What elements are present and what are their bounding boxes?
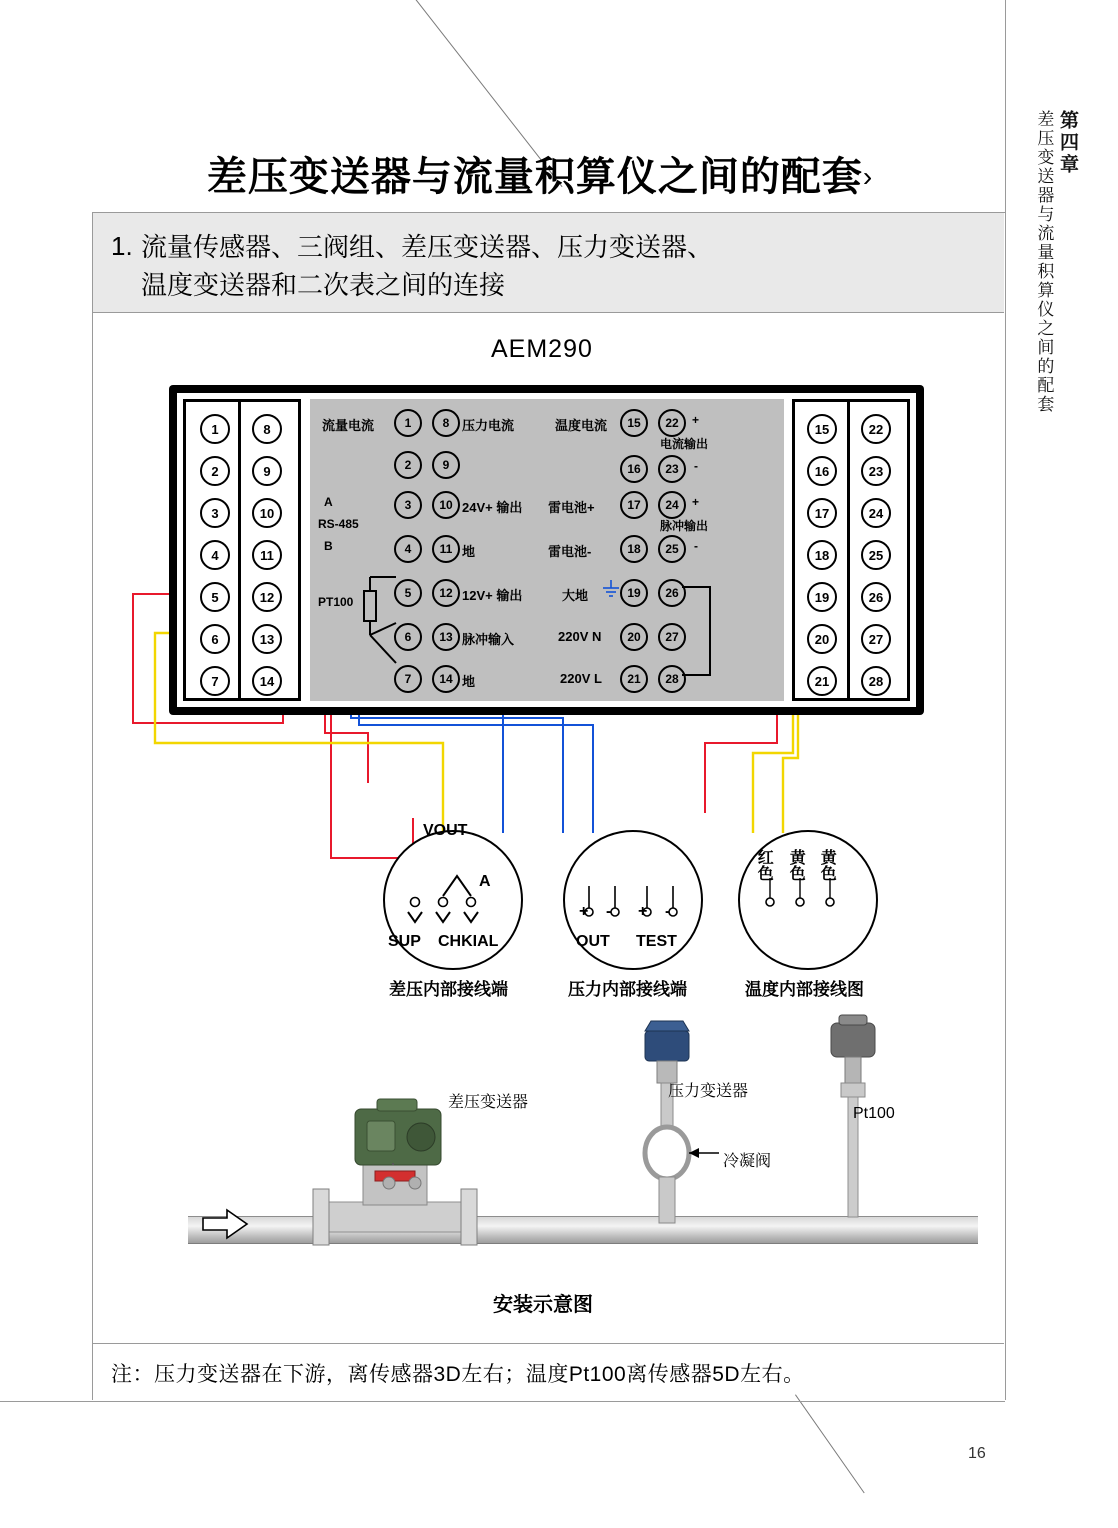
terminal-27[interactable]: 27 [861, 624, 891, 654]
left-terminal-block [183, 399, 301, 701]
legend-terminal-2: 2 [394, 451, 422, 479]
label-rs485: RS-485 [318, 517, 359, 531]
legend-terminal-15: 15 [620, 409, 648, 437]
decorative-diagonal-bottom [795, 1394, 865, 1493]
left-margin-bar [0, 212, 93, 1400]
legend-terminal-23: 23 [658, 455, 686, 483]
terminal-17[interactable]: 17 [807, 498, 837, 528]
note-text: 注：压力变送器在下游，离传感器3D左右；温度Pt100离传感器5D左右。 [111, 1362, 805, 1386]
pressure-out-label: OUT [576, 933, 610, 950]
terminal-16[interactable]: 16 [807, 456, 837, 486]
label-plus-2: + [692, 495, 700, 509]
legend-terminal-4: 4 [394, 535, 422, 563]
label-24v-out: 24V+ 输出 [462, 500, 523, 515]
label-current-output: 电流输出 [660, 437, 709, 451]
label-condensate-valve: 冷凝阀 [723, 1153, 772, 1170]
legend-terminal-14: 14 [432, 665, 460, 693]
terminal-panel-inner [177, 393, 916, 707]
page-title-text: 差压变送器与流量积算仪之间的配套 [206, 155, 863, 199]
label-battery-minus: 雷电池- [548, 544, 592, 559]
dp-a-label: A [479, 873, 491, 890]
legend-terminal-22: 22 [658, 409, 686, 437]
dp-chkial-label: CHKIAL [438, 933, 499, 950]
terminal-15[interactable]: 15 [807, 414, 837, 444]
terminal-21[interactable]: 21 [807, 666, 837, 696]
power-bracket-icon [680, 579, 722, 684]
terminal-9[interactable]: 9 [252, 456, 282, 486]
legend-terminal-18: 18 [620, 535, 648, 563]
legend-terminal-21: 21 [620, 665, 648, 693]
terminal-6[interactable]: 6 [200, 624, 230, 654]
note-bar [93, 1343, 1004, 1401]
label-pressure-current: 压力电流 [462, 418, 515, 433]
title-arrow-icon: › [862, 161, 874, 192]
pressure-sign-1: + [579, 903, 589, 920]
label-earth: 大地 [562, 588, 589, 603]
terminal-4[interactable]: 4 [200, 540, 230, 570]
side-tab-text: 差压变送器与流量积算仪之间的配套 [1034, 110, 1054, 414]
legend-terminal-13: 13 [432, 623, 460, 651]
legend-terminal-17: 17 [620, 491, 648, 519]
label-ground-2: 地 [462, 674, 476, 689]
dp-vout-label: VOUT [423, 822, 468, 839]
pressure-sign-2: - [606, 903, 612, 920]
legend-terminal-20: 20 [620, 623, 648, 651]
legend-terminal-9: 9 [432, 451, 460, 479]
legend-terminal-3: 3 [394, 491, 422, 519]
center-wiring-legend [310, 399, 784, 701]
legend-terminal-26: 26 [658, 579, 686, 607]
left-block-divider [238, 402, 241, 698]
label-pt100-device: Pt100 [853, 1105, 895, 1122]
temperature-wire-3 [811, 849, 841, 881]
terminal-13[interactable]: 13 [252, 624, 282, 654]
terminal-23[interactable]: 23 [861, 456, 891, 486]
terminal-8[interactable]: 8 [252, 414, 282, 444]
label-temp-current: 温度电流 [555, 418, 608, 433]
pressure-sign-4: - [665, 903, 671, 920]
legend-terminal-24: 24 [658, 491, 686, 519]
terminal-1[interactable]: 1 [200, 414, 230, 444]
terminal-11[interactable]: 11 [252, 540, 282, 570]
terminal-26[interactable]: 26 [861, 582, 891, 612]
legend-terminal-12: 12 [432, 579, 460, 607]
terminal-7[interactable]: 7 [200, 666, 230, 696]
side-rule [1005, 0, 1006, 1400]
device-name: AEM290 [491, 335, 593, 363]
terminal-19[interactable]: 19 [807, 582, 837, 612]
pressure-sign-3: + [638, 903, 648, 920]
dp-sup-label: SUP [388, 933, 421, 950]
label-minus-1: - [694, 459, 698, 473]
legend-terminal-5: 5 [394, 579, 422, 607]
legend-terminal-28: 28 [658, 665, 686, 693]
label-dp-transmitter: 差压变送器 [448, 1094, 529, 1111]
side-tab [1020, 110, 1080, 414]
section-header [93, 213, 1004, 313]
section-title-line1: 流量传感器、三阀组、差压变送器、压力变送器、 [141, 232, 714, 262]
label-220v-l: 220V L [560, 671, 602, 686]
right-block-divider [847, 402, 850, 698]
label-flow-current: 流量电流 [322, 418, 375, 433]
label-plus-1: + [692, 413, 700, 427]
label-12v-out: 12V+ 输出 [462, 588, 523, 603]
temperature-wire-1-text: 红色 [755, 849, 773, 881]
legend-terminal-6: 6 [394, 623, 422, 651]
temperature-connector-caption: 温度内部接线图 [745, 980, 864, 999]
section-number: 1. [111, 231, 133, 261]
terminal-20[interactable]: 20 [807, 624, 837, 654]
terminal-14[interactable]: 14 [252, 666, 282, 696]
section-title [141, 229, 713, 304]
dp-connector-caption: 差压内部接线端 [389, 980, 508, 999]
label-rs485-a: A [324, 495, 333, 509]
label-minus-2: - [694, 539, 698, 553]
label-pulse-output: 脉冲输出 [660, 519, 709, 533]
pressure-test-label: TEST [636, 933, 677, 950]
right-terminal-block [792, 399, 910, 701]
label-pt100: PT100 [318, 595, 354, 609]
legend-terminal-7: 7 [394, 665, 422, 693]
legend-terminal-8: 8 [432, 409, 460, 437]
label-ground-1: 地 [462, 544, 476, 559]
legend-terminal-25: 25 [658, 535, 686, 563]
legend-terminal-11: 11 [432, 535, 460, 563]
terminal-24[interactable]: 24 [861, 498, 891, 528]
section-title-line2: 温度变送器和二次表之间的连接 [141, 269, 506, 300]
label-rs485-b: B [324, 539, 333, 553]
label-pulse-input: 脉冲输入 [462, 632, 515, 647]
terminal-28[interactable]: 28 [861, 666, 891, 696]
legend-terminal-19: 19 [620, 579, 648, 607]
installation-illustration [123, 1013, 983, 1313]
installation-caption: 安装示意图 [493, 1294, 593, 1316]
legend-terminal-1: 1 [394, 409, 422, 437]
label-220v-n: 220V N [558, 629, 602, 644]
pressure-connector-caption: 压力内部接线端 [568, 980, 687, 999]
temperature-wire-2-text: 黄色 [787, 849, 805, 881]
section-content [93, 313, 1004, 1343]
temperature-wire-2 [780, 849, 810, 881]
terminal-18[interactable]: 18 [807, 540, 837, 570]
temperature-wire-1 [748, 849, 778, 881]
terminal-5[interactable]: 5 [200, 582, 230, 612]
terminal-25[interactable]: 25 [861, 540, 891, 570]
legend-terminal-16: 16 [620, 455, 648, 483]
legend-terminal-27: 27 [658, 623, 686, 651]
legend-terminal-10: 10 [432, 491, 460, 519]
side-tab-chapter: 第四章 [1057, 110, 1078, 176]
page-title [100, 145, 980, 202]
label-battery-plus: 雷电池+ [548, 500, 595, 515]
terminal-10[interactable]: 10 [252, 498, 282, 528]
terminal-22[interactable]: 22 [861, 414, 891, 444]
temperature-wire-3-text: 黄色 [818, 849, 836, 881]
terminal-3[interactable]: 3 [200, 498, 230, 528]
label-pressure-transmitter: 压力变送器 [668, 1083, 749, 1100]
terminal-12[interactable]: 12 [252, 582, 282, 612]
terminal-panel [169, 385, 924, 715]
page-number: 16 [968, 1445, 986, 1462]
earth-ground-icon [602, 579, 620, 599]
terminal-2[interactable]: 2 [200, 456, 230, 486]
